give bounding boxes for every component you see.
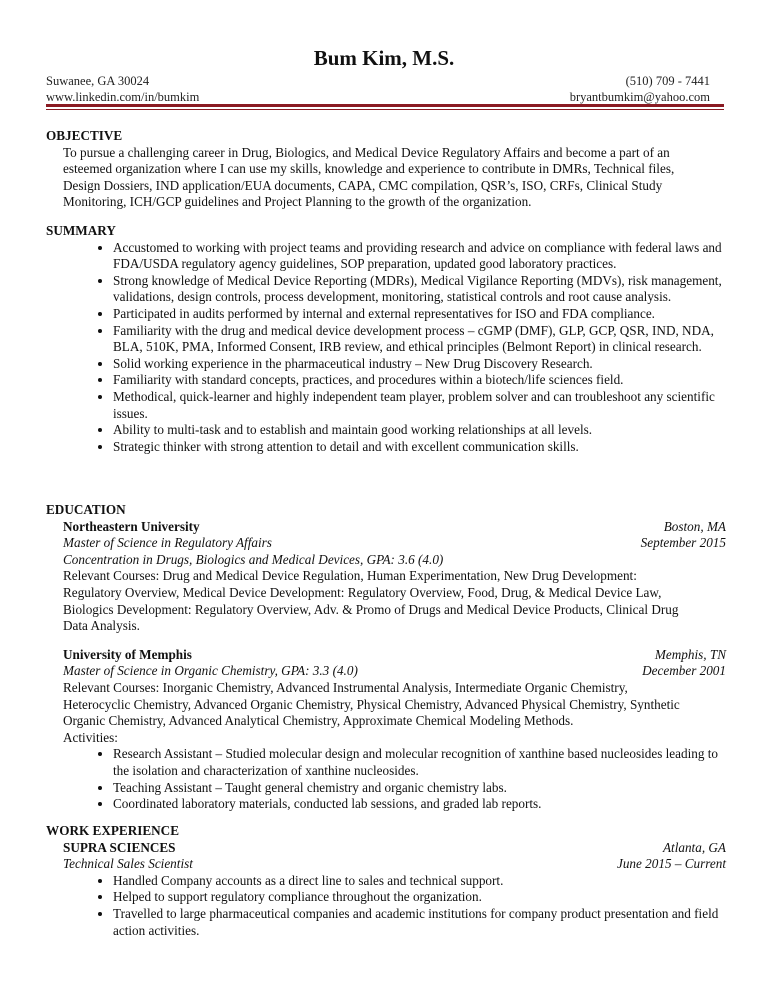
summary-heading: SUMMARY	[46, 223, 116, 238]
courses-line: Heterocyclic Chemistry, Advanced Organic Chemistry, Physical Chemistry, Advanced Physical Chemistry, Synthetic	[63, 696, 680, 712]
courses-line: Data Analysis.	[63, 618, 140, 634]
courses-line: Regulatory Overview, Medical Device Development: Regulatory Overview, Food, Drug, & Medical Device Law,	[63, 584, 662, 600]
activities-label: Activities:	[63, 729, 118, 745]
education-section	[46, 502, 726, 813]
linkedin-link[interactable]: www.linkedin.com/in/bumkim	[46, 90, 200, 104]
email-link[interactable]: bryantbumkim@yahoo.com	[569, 90, 710, 104]
objective-line: esteemed organization where I can use my skills, knowledge and experience to contribute in DMRs, Technical files,	[63, 161, 675, 177]
degree: Master of Science in Organic Chemistry, GPA: 3.3 (4.0)	[63, 663, 358, 679]
objective-section	[46, 128, 726, 211]
degree-row	[46, 663, 726, 680]
degree-date: September 2015	[640, 535, 726, 551]
job-title-row	[46, 856, 726, 873]
summary-item: • Strong knowledge of Medical Device Reporting (MDRs), Medical Vigilance Reporting (MDVs), risk management, validations, design controls, process development, monitoring, statistical controls and root cause analysis.	[113, 273, 726, 306]
contact-row-1	[46, 74, 710, 89]
summary-item: • Familiarity with the drug and medical device development process – cGMP (DMF), GLP, GCP, QSR, IND, NDA, BLA, 510K, PMA, Informed Consent, IRB review, and ethical principles (Belmont Report) in clinical research.	[113, 323, 726, 356]
degree: Master of Science in Regulatory Affairs	[63, 535, 272, 551]
header-divider	[46, 104, 724, 107]
objective-line: Monitoring, ICH/GCP guidelines and Project Planning to the growth of the organization.	[63, 194, 532, 210]
contact-row-2	[46, 90, 710, 105]
school-name: Northeastern University	[63, 518, 200, 534]
activities-list	[46, 746, 726, 812]
phone: (510) 709 - 7441	[625, 74, 710, 88]
school-header	[46, 519, 726, 536]
job-duty: • Handled Company accounts as a direct line to sales and technical support.	[113, 873, 726, 890]
location: Suwanee, GA 30024	[46, 74, 150, 88]
work-heading: WORK EXPERIENCE	[46, 823, 179, 838]
summary-item: • Strategic thinker with strong attention to detail and with excellent communication skills.	[113, 439, 726, 456]
summary-list	[46, 240, 726, 456]
company-name: SUPRA SCIENCES	[63, 839, 176, 855]
objective-heading: OBJECTIVE	[46, 128, 123, 143]
job-title: Technical Sales Scientist	[63, 856, 193, 872]
school-header	[46, 647, 726, 664]
summary-item: • Accustomed to working with project teams and providing research and advice on compliance with federal laws and FDA/USDA regulatory agency guidelines, SOP preparation, updated good laboratory practices.	[113, 240, 726, 273]
school-location: Memphis, TN	[654, 646, 726, 662]
degree-row	[46, 535, 726, 552]
job-header	[46, 840, 726, 857]
courses-line: Biologics Development: Regulatory Overview, Adv. & Promo of Drugs and Medical Device Products, Clinical Drug	[63, 601, 679, 617]
job-duty: • Travelled to large pharmaceutical companies and academic institutions for company product presentation and field action activities.	[113, 906, 726, 939]
activity-item: • Teaching Assistant – Taught general chemistry and organic chemistry labs.	[113, 780, 726, 797]
job-duty: • Helped to support regulatory compliance throughout the organization.	[113, 889, 726, 906]
courses-line: Organic Chemistry, Advanced Analytical Chemistry, Approximate Chemical Modeling Methods.	[63, 713, 574, 729]
school-name: University of Memphis	[63, 646, 192, 662]
candidate-name: Bum Kim, M.S.	[313, 46, 455, 70]
courses-line: Relevant Courses: Inorganic Chemistry, Advanced Instrumental Analysis, Intermediate Organic Chemistry,	[63, 679, 628, 695]
summary-item: • Methodical, quick-learner and highly independent team player, problem solver and can troubleshoot any scientific issues.	[113, 389, 726, 422]
job-duties	[46, 873, 726, 939]
header-divider-thin	[46, 109, 724, 110]
activity-item: • Coordinated laboratory materials, conducted lab sessions, and graded lab reports.	[113, 796, 726, 813]
objective-line: Design Dossiers, IND application/EUA documents, CAPA, CMC compilation, QSR’s, ISO, CRFs, Clinical Study	[63, 177, 663, 193]
concentration: Concentration in Drugs, Biologics and Medical Devices, GPA: 3.6 (4.0)	[63, 551, 444, 567]
summary-item: • Ability to multi-task and to establish and maintain good working relationships at all levels.	[113, 422, 726, 439]
work-section	[46, 823, 726, 939]
objective-line: To pursue a challenging career in Drug, Biologics, and Medical Device Regulatory Affairs and become a part of an	[63, 144, 670, 160]
courses-line: Relevant Courses: Drug and Medical Device Regulation, Human Experimentation, New Drug Development:	[63, 568, 637, 584]
activity-item: • Research Assistant – Studied molecular design and molecular recognition of xanthine based nucleosides leading to the isolation and characterization of xanthine nucleosides.	[113, 746, 726, 779]
summary-item: • Familiarity with standard concepts, practices, and procedures within a biotech/life sciences field.	[113, 372, 726, 389]
school-location: Boston, MA	[663, 518, 726, 534]
summary-item: • Solid working experience in the pharmaceutical industry – New Drug Discovery Research.	[113, 356, 726, 373]
education-heading: EDUCATION	[46, 502, 126, 517]
degree-date: December 2001	[642, 663, 726, 679]
summary-item: • Participated in audits performed by internal and external representatives for ISO and FDA compliance.	[113, 306, 726, 323]
job-location: Atlanta, GA	[662, 839, 726, 855]
summary-section	[46, 223, 726, 455]
job-date: June 2015 – Current	[616, 856, 726, 872]
